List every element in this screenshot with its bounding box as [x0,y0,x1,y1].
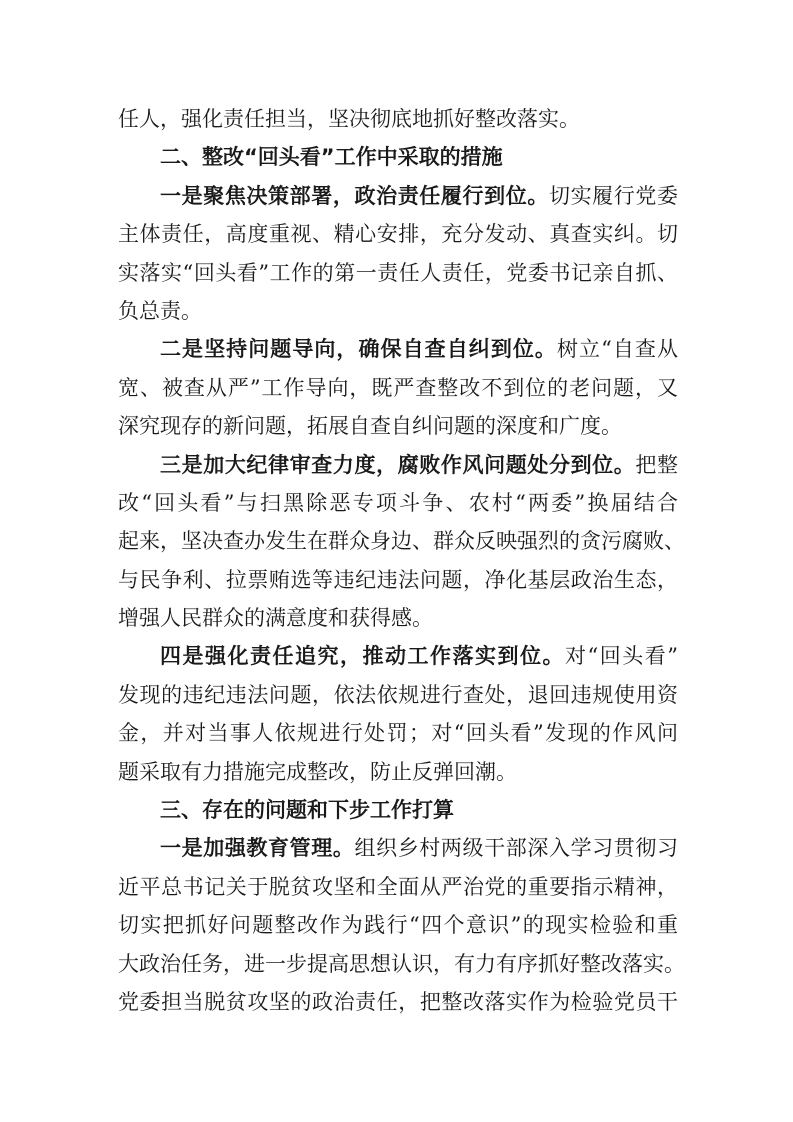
body-line: 增强人民群众的满意度和获得感。 [118,606,433,631]
body-line: 党委担当脱贫攻坚的政治责任，把整改落实作为检验党员干 [118,989,678,1014]
body-line: 金，并对当事人依规进行处罚；对“回头看”发现的作风问 [118,721,678,746]
body-line: 实落实“回头看”工作的第一责任人责任，党委书记亲自抓、 [118,260,678,285]
paragraph-first-line [118,177,678,215]
paragraph-text: 树立“自查从 [556,337,678,362]
body-line: 深究现存的新问题，拓展自查自纠问题的深度和广度。 [118,414,622,439]
document-body [118,100,685,1021]
paragraph-first-line [118,637,678,675]
paragraph-text: 把整 [635,452,678,477]
body-line: 宽、被查从严”工作导向，既严查整改不到位的老问题，又 [118,375,678,400]
body-line: 切实把抓好问题整改作为践行“四个意识”的现实检验和重 [118,913,678,938]
paragraph-first-line [118,330,678,368]
paragraph-first-line [118,446,678,484]
paragraph-text: 组织乡村两级干部深入学习贯彻习 [354,836,679,861]
body-line: 起来，坚决查办发生在群众身边、群众反映强烈的贪污腐败、 [118,529,685,554]
paragraph-text: 切实履行党委 [548,183,679,208]
section-heading: 三、存在的问题和下步工作打算 [160,798,454,823]
body-line: 改“回头看”与扫黑除恶专项斗争、农村“两委”换届结合 [118,490,678,515]
paragraph-first-line [118,829,678,867]
body-line: 近平总书记关于脱贫攻坚和全面从严治党的重要指示精神， [118,874,678,899]
body-line: 与民争利、拉票贿选等违纪违法问题，净化基层政治生态， [118,567,678,592]
paragraph-lead: 三是加大纪律审查力度，腐败作风问题处分到位。 [160,452,636,477]
body-line: 大政治任务，进一步提高思想认识，有力有序抓好整改落实。 [118,951,685,976]
body-line: 题采取有力措施完成整改，防止反弹回潮。 [118,759,517,784]
paragraph-lead: 二是坚持问题导向，确保自查自纠到位。 [160,337,557,362]
body-line: 发现的违纪违法问题，依法依规进行查处，退回违规使用资 [118,682,678,707]
paragraph-lead: 一是聚焦决策部署，政治责任履行到位。 [160,183,549,208]
paragraph-lead: 一是加强教育管理。 [160,836,355,861]
body-line: 主体责任，高度重视、精心安排，充分发动、真查实纠。切 [118,222,678,247]
body-line: 负总责。 [118,298,202,323]
paragraph-text: 对“回头看” [565,644,678,669]
body-line: 任人，强化责任担当，坚决彻底地抓好整改落实。 [118,107,580,131]
paragraph-lead: 四是强化责任追究，推动工作落实到位。 [160,644,566,669]
section-heading: 二、整改“回头看”工作中采取的措施 [160,145,503,170]
